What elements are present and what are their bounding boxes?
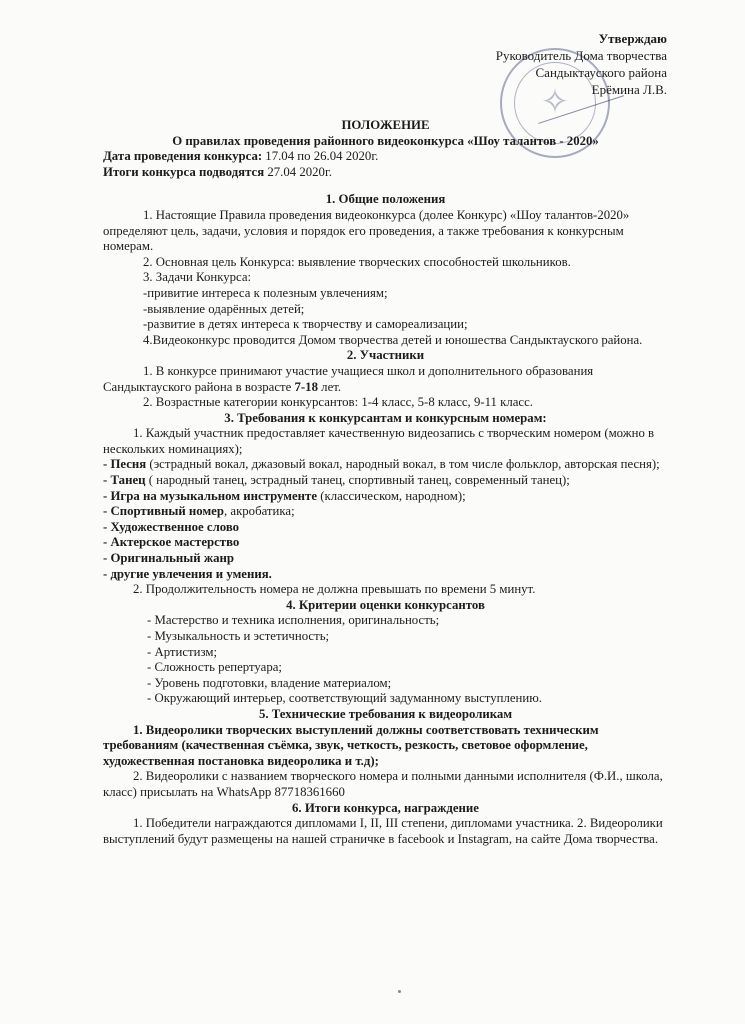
results-paragraph: 1. Победители награждаются дипломами I, II, III степени, дипломами участника. 2. Видеоролики выступлений будут размещены на нашей страничке в facebook и Instagram, на сайте Дома творчества. <box>103 816 663 846</box>
contest-dates <box>103 149 668 165</box>
technical-paragraph-2: 2. Видеоролики с названием творческого номера и полными данными исполнителя (Ф.И., школа, класс) присылать на WhatsApp 87718361660 <box>103 769 663 799</box>
approval-title: Утверждаю <box>598 31 667 46</box>
nomination-song <box>103 457 668 473</box>
document-title: ПОЛОЖЕНИЕ <box>341 118 430 132</box>
results-label: Итоги конкурса подводятся <box>103 164 265 179</box>
participants-paragraph-1 <box>103 364 668 395</box>
nomination-dance-details: ( народный танец, эстрадный танец, спортивный танец, современный танец); <box>145 473 570 488</box>
nomination-acting: - Актерское мастерство <box>103 535 240 550</box>
contest-results-date <box>103 165 668 181</box>
participants-age: 7-18 <box>294 379 318 394</box>
nomination-instrument <box>103 489 668 505</box>
section-heading-technical: 5. Технические требования к видеороликам <box>258 706 513 721</box>
nomination-original-genre: - Оригинальный жанр <box>103 551 235 566</box>
section-heading-results: 6. Итоги конкурса, награждение <box>292 800 479 815</box>
participants-text-a: 1. В конкурсе принимают участие учащиеся школ и дополнительного образования Сандыктауского района в возрасте <box>103 363 594 394</box>
criterion-5: - Уровень подготовки, владение материалом; <box>147 675 392 690</box>
technical-paragraph-1: 1. Видеоролики творческих выступлений должны соответствовать техническим требованиям (качественная съёмка, звук, четкость, резкость, световое оформление, художественная постановка видеоролика и т.д); <box>103 722 599 768</box>
section-heading-general: 1. Общие положения <box>325 192 446 207</box>
task-item-1: -привитие интереса к полезным увлечениям; <box>143 285 388 300</box>
criterion-2: - Музыкальность и эстетичность; <box>147 629 330 643</box>
contest-dates-label: Дата проведения конкурса: <box>103 149 263 164</box>
task-item-3: -развитие в детях интереса к творчеству и самореализации; <box>143 317 468 332</box>
criterion-3: - Артистизм; <box>147 644 218 659</box>
requirements-paragraph-2: 2. Продолжительность номера не должна превышать по времени 5 минут. <box>133 582 536 597</box>
scan-dot <box>398 990 401 993</box>
nomination-sport-name: - Спортивный номер <box>103 504 224 519</box>
nomination-artistic-word: - Художественное слово <box>103 519 240 534</box>
section-heading-participants: 2. Участники <box>346 348 425 363</box>
criterion-6: - Окружающий интерьер, соответствующий задуманному выступлению. <box>147 691 542 706</box>
general-paragraph-1: 1. Настоящие Правила проведения видеоконкурса (долее Конкурс) «Шоу талантов-2020» определяют цель, задачи, условия и порядок его проведения, а также требования к конкурсным номерам. <box>103 207 630 254</box>
nomination-other: - другие увлечения и умения. <box>103 566 272 581</box>
results-value: 27.04 2020г. <box>264 164 332 179</box>
requirements-paragraph-1: 1. Каждый участник предоставляет качественную видеозапись с творческим номером (можно в нескольких номинациях); <box>103 426 655 456</box>
nomination-dance <box>103 473 668 489</box>
approval-block <box>367 30 667 98</box>
approval-organization: Сандыктауского района <box>535 65 667 80</box>
participants-paragraph-2: 2. Возрастные категории конкурсантов: 1-4 класс, 5-8 класс, 9-11 класс. <box>143 395 533 410</box>
nomination-song-details: (эстрадный вокал, джазовый вокал, народный вокал, в том числе фольклор, авторская песня); <box>146 457 660 472</box>
approval-position: Руководитель Дома творчества <box>495 48 667 63</box>
document-subtitle: О правилах проведения районного видеоконкурса «Шоу талантов - 2020» <box>172 133 599 148</box>
nomination-instrument-name: - Игра на музыкальном инструменте <box>103 488 318 503</box>
nomination-song-name: - Песня <box>103 457 147 472</box>
nomination-sport <box>103 504 668 520</box>
general-paragraph-2: 2. Основная цель Конкурса: выявление творческих способностей школьников. <box>143 254 571 269</box>
criterion-4: - Сложность репертуара; <box>147 660 282 675</box>
document-body <box>103 118 668 847</box>
task-item-2: -выявление одарённых детей; <box>143 301 305 316</box>
section-heading-requirements: 3. Требования к конкурсантам и конкурсным номерам: <box>224 410 547 425</box>
nomination-dance-name: - Танец <box>103 473 146 488</box>
general-paragraph-3: 3. Задачи Конкурса: <box>143 270 252 285</box>
nomination-sport-details: , акробатика; <box>223 504 295 519</box>
contest-dates-value: 17.04 по 26.04 2020г. <box>262 149 379 164</box>
general-paragraph-4: 4.Видеоконкурс проводится Домом творчества детей и юношества Сандыктауского района. <box>143 332 643 347</box>
section-heading-criteria: 4. Критерии оценки конкурсантов <box>286 597 485 612</box>
nomination-instrument-details: (классическом, народном); <box>317 488 466 503</box>
participants-text-c: лет. <box>317 379 342 394</box>
criterion-1: - Мастерство и техника исполнения, оригинальность; <box>147 613 440 628</box>
approval-name: Ерёмина Л.В. <box>591 82 667 97</box>
